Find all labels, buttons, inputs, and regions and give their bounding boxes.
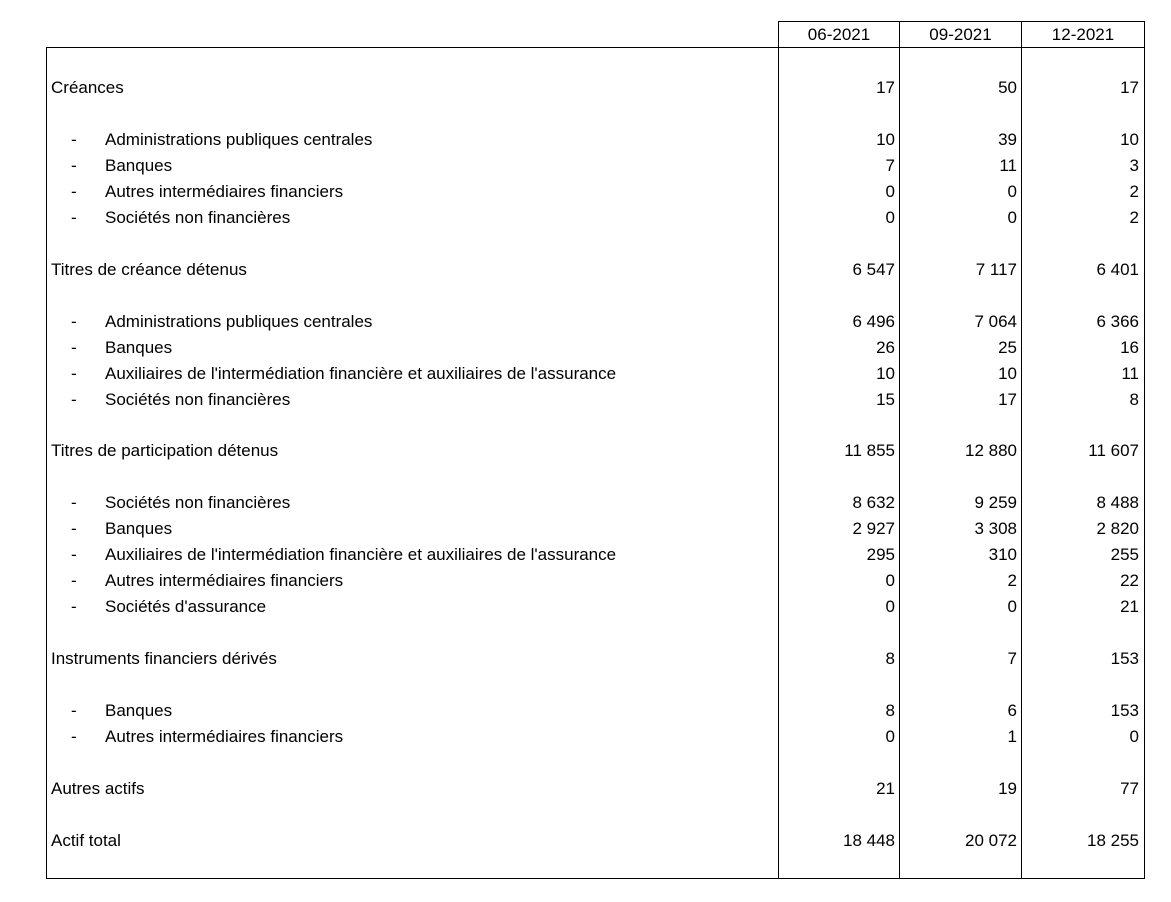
row-label: Titres de créance détenus [51, 260, 247, 279]
value-09-2021: 12 880 [965, 441, 1017, 460]
value-12-2021: 0 [1129, 727, 1139, 746]
table-row-main [46, 828, 1145, 854]
table-row-main [46, 75, 1145, 101]
value-09-2021: 19 [998, 779, 1017, 798]
row-label: Sociétés non financières [105, 493, 291, 512]
value-06-2021: 17 [876, 78, 895, 97]
dash-bullet: - [71, 156, 77, 175]
dash-bullet: - [71, 519, 77, 538]
table-row-sub [46, 309, 1145, 335]
row-label: Actif total [51, 831, 121, 850]
dash-bullet: - [71, 545, 77, 564]
value-12-2021: 17 [1120, 78, 1139, 97]
column-header-row [778, 21, 1145, 47]
value-06-2021: 26 [876, 338, 895, 357]
value-09-2021: 1 [1007, 727, 1017, 746]
row-label: Sociétés non financières [105, 390, 291, 409]
row-label: Banques [105, 338, 173, 357]
value-12-2021: 2 820 [1096, 519, 1139, 538]
dash-bullet: - [71, 493, 77, 512]
table-row-sub [46, 205, 1145, 231]
value-12-2021: 22 [1120, 571, 1139, 590]
table-row-sub [46, 127, 1145, 153]
value-09-2021: 0 [1007, 597, 1017, 616]
value-12-2021: 2 [1129, 182, 1139, 201]
value-09-2021: 6 [1007, 701, 1017, 720]
value-06-2021: 2 927 [852, 519, 895, 538]
value-12-2021: 255 [1110, 545, 1139, 564]
value-09-2021: 10 [998, 364, 1017, 383]
value-12-2021: 3 [1129, 156, 1139, 175]
value-09-2021: 0 [1007, 208, 1017, 227]
value-06-2021: 0 [885, 182, 895, 201]
column-header-12-2021: 12-2021 [1022, 21, 1145, 47]
table-row-sub [46, 724, 1145, 750]
table-row-main [46, 257, 1145, 283]
row-label: Titres de participation détenus [51, 441, 279, 460]
row-label: Sociétés non financières [105, 208, 291, 227]
value-12-2021: 2 [1129, 208, 1139, 227]
row-label: Sociétés d'assurance [105, 597, 267, 616]
row-label: Banques [105, 701, 173, 720]
value-12-2021: 6 366 [1096, 312, 1139, 331]
value-06-2021: 18 448 [843, 831, 895, 850]
table-row-sub [46, 698, 1145, 724]
value-06-2021: 11 855 [844, 441, 895, 460]
value-09-2021: 25 [998, 338, 1017, 357]
table-row-sub [46, 335, 1145, 361]
dash-bullet: - [71, 727, 77, 746]
dash-bullet: - [71, 364, 77, 383]
value-12-2021: 153 [1110, 701, 1139, 720]
row-label: Autres actifs [51, 779, 145, 798]
dash-bullet: - [71, 701, 77, 720]
table-row-sub [46, 153, 1145, 179]
value-12-2021: 18 255 [1087, 831, 1139, 850]
column-header-06-2021: 06-2021 [778, 21, 900, 47]
row-label: Autres intermédiaires financiers [105, 571, 344, 590]
dash-bullet: - [71, 130, 77, 149]
value-09-2021: 3 308 [974, 519, 1017, 538]
table-row-main [46, 776, 1145, 802]
row-label: Banques [105, 519, 173, 538]
value-09-2021: 17 [998, 390, 1017, 409]
value-12-2021: 8 488 [1096, 493, 1139, 512]
value-09-2021: 2 [1007, 571, 1017, 590]
table-row-main [46, 438, 1145, 464]
value-09-2021: 39 [998, 130, 1017, 149]
row-label: Auxiliaires de l'intermédiation financière et auxiliaires de l'assurance [105, 545, 617, 564]
value-09-2021: 20 072 [965, 831, 1017, 850]
row-label: Administrations publiques centrales [105, 130, 373, 149]
dash-bullet: - [71, 312, 77, 331]
value-09-2021: 310 [988, 545, 1017, 564]
dash-bullet: - [71, 390, 77, 409]
row-label: Créances [51, 78, 124, 97]
table-row-sub [46, 387, 1145, 413]
value-06-2021: 0 [885, 571, 895, 590]
value-09-2021: 7 064 [974, 312, 1017, 331]
table-row-sub [46, 542, 1145, 568]
row-label: Administrations publiques centrales [105, 312, 373, 331]
value-12-2021: 10 [1120, 130, 1139, 149]
value-12-2021: 6 401 [1096, 260, 1139, 279]
value-06-2021: 8 [885, 701, 895, 720]
value-06-2021: 0 [885, 597, 895, 616]
value-06-2021: 295 [866, 545, 895, 564]
value-09-2021: 9 259 [974, 493, 1017, 512]
dash-bullet: - [71, 338, 77, 357]
value-12-2021: 16 [1120, 338, 1139, 357]
value-06-2021: 10 [876, 130, 895, 149]
value-06-2021: 0 [885, 727, 895, 746]
dash-bullet: - [71, 597, 77, 616]
value-09-2021: 7 117 [975, 260, 1017, 279]
value-06-2021: 8 632 [852, 493, 895, 512]
row-label: Banques [105, 156, 173, 175]
value-12-2021: 153 [1110, 649, 1139, 668]
value-12-2021: 21 [1120, 597, 1139, 616]
value-06-2021: 6 496 [852, 312, 895, 331]
value-12-2021: 77 [1120, 779, 1139, 798]
value-09-2021: 11 [999, 156, 1017, 175]
value-12-2021: 11 607 [1088, 441, 1139, 460]
value-06-2021: 7 [885, 156, 895, 175]
row-label: Auxiliaires de l'intermédiation financière et auxiliaires de l'assurance [105, 364, 617, 383]
value-06-2021: 0 [885, 208, 895, 227]
value-09-2021: 7 [1007, 649, 1017, 668]
table-row-sub [46, 490, 1145, 516]
value-09-2021: 0 [1007, 182, 1017, 201]
table-row-sub [46, 361, 1145, 387]
column-header-09-2021: 09-2021 [900, 21, 1022, 47]
dash-bullet: - [71, 208, 77, 227]
value-12-2021: 11 [1121, 364, 1139, 383]
value-06-2021: 10 [876, 364, 895, 383]
value-06-2021: 8 [885, 649, 895, 668]
table-row-sub [46, 516, 1145, 542]
table-row-sub [46, 179, 1145, 205]
table-row-sub [46, 568, 1145, 594]
dash-bullet: - [71, 182, 77, 201]
row-label: Autres intermédiaires financiers [105, 182, 344, 201]
value-06-2021: 21 [876, 779, 895, 798]
table-row-main [46, 646, 1145, 672]
value-12-2021: 8 [1129, 390, 1139, 409]
row-label: Instruments financiers dérivés [51, 649, 277, 668]
value-06-2021: 15 [876, 390, 895, 409]
table-row-sub [46, 594, 1145, 620]
value-06-2021: 6 547 [852, 260, 895, 279]
value-09-2021: 50 [998, 78, 1017, 97]
row-label: Autres intermédiaires financiers [105, 727, 344, 746]
dash-bullet: - [71, 571, 77, 590]
